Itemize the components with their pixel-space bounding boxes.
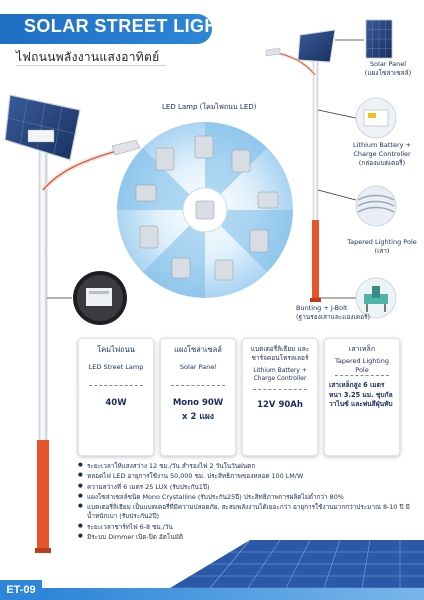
- list-item: ● หลอดไฟ LED อายุการใช้งาน 50,000 ชม. ประสิทธิภาพของหลอด 100 LM/W: [78, 472, 414, 481]
- card-title: โคมไฟถนน: [97, 345, 135, 354]
- card-divider: [89, 385, 143, 386]
- solar-panel-thumbnail: [366, 20, 392, 58]
- page-code: ET-09: [0, 580, 42, 600]
- card-title: เสาเหล็ก: [348, 345, 376, 353]
- solar-panel-label-th: (แผงโซล่าเซลล์): [364, 68, 412, 77]
- bunting-label-en: Bunting + J-Bolt: [296, 304, 348, 312]
- card-value-line-1: Mono 90W: [172, 398, 224, 408]
- bunting-label: [296, 304, 376, 322]
- list-item: ● แผงโซล่าเซลล์ชนิด Mono Crystalline (รับประกัน25ปี) ประสิทธิภาพการผลิตไม่ต่ำกว่า 80%: [78, 493, 414, 502]
- list-item: ● ระยะเวลาชาร์ทไฟ 6-8 ชม./วัน: [78, 523, 414, 532]
- list-item: ● ความสว่างที่ 6 เมตร 25 LUX (รับประกัน1ปี): [78, 483, 414, 492]
- card-title: แผงโซล่าเซลล์: [174, 345, 222, 354]
- solar-panel-label: [358, 60, 418, 78]
- led-lamp-label: LED Lamp (โคมไฟถนน LED): [162, 103, 257, 111]
- solar-panel-label-en: Solar Panel: [369, 60, 407, 68]
- spec-card-pole: [324, 338, 400, 456]
- battery-label-en-1: Lithium Battery +: [353, 141, 411, 149]
- spec-card-battery: [242, 338, 318, 456]
- battery-label-en-2: Charge Controller: [353, 149, 411, 158]
- card-subtitle: LED Street Lamp: [88, 363, 144, 371]
- bunting-label-th: (ฐานรองเสาและแองเคอร์): [296, 312, 371, 321]
- led-lamp-circle: [117, 122, 293, 298]
- battery-closeup-right: [356, 98, 396, 138]
- footer-band: [42, 588, 424, 600]
- card-value: 12V 90Ah: [257, 400, 303, 410]
- pole-label-th: (เสา): [374, 246, 390, 255]
- card-subtitle: Lithium Battery + Charge Controller: [253, 367, 307, 383]
- card-divider: [171, 385, 225, 386]
- list-item: ● แบตเตอรี่ลิเธียม เป็นแบตเตอรี่ที่มีความปลอดภัย, สะสมพลังงานได้เยอะกว่า อายุการใช้งานมากกว่าประมาณ 8-10 ปี มีน้ำหนักเบา (รับประกัน2ปี): [78, 503, 414, 522]
- card-subtitle: Tapered Lighting Pole: [335, 357, 389, 374]
- pole-label-en: Tapered Lighting Pole: [347, 238, 417, 246]
- card-divider: [335, 375, 389, 376]
- spec-card-solar-panel: [160, 338, 236, 456]
- card-value-line-2: x 2 แผง: [182, 411, 214, 422]
- card-subtitle: Solar Panel: [179, 363, 217, 371]
- right-callouts: [318, 40, 364, 298]
- pole-closeup: [356, 186, 396, 226]
- card-value: เสาเหล็กสูง 6 เมตร หนา 3.25 มม. ชุบกัลวาไนซ์ และพ่นสีฝุ่นทับ: [329, 381, 393, 409]
- page-title: SOLAR STREET LIGHT: [24, 16, 230, 36]
- list-item: ● มีระบบ Dimmer เปิด-ปิด อัตโนมัติ: [78, 533, 414, 542]
- card-divider: [253, 389, 307, 390]
- battery-label-th: (กล่องแบตเตอรี่): [358, 158, 406, 167]
- feature-list: [78, 462, 414, 543]
- card-title: แบตเตอรี่ลิเธียม และชาร์จคอนโทรลเลอร์: [250, 345, 310, 362]
- pole-label: [346, 238, 418, 256]
- card-value: 40W: [105, 398, 127, 408]
- page-subtitle: ไฟถนนพลังงานแสงอาทิตย์: [16, 50, 160, 64]
- spec-card-lamp: [78, 338, 154, 456]
- battery-closeup-left: [47, 271, 127, 325]
- list-item: ● ระยะเวลาให้แสงสว่าง 12 ชม./วัน สำรองไฟ 2 วันในวันฝนตก: [78, 462, 414, 471]
- card-value: [165, 397, 231, 424]
- battery-label: [346, 141, 418, 167]
